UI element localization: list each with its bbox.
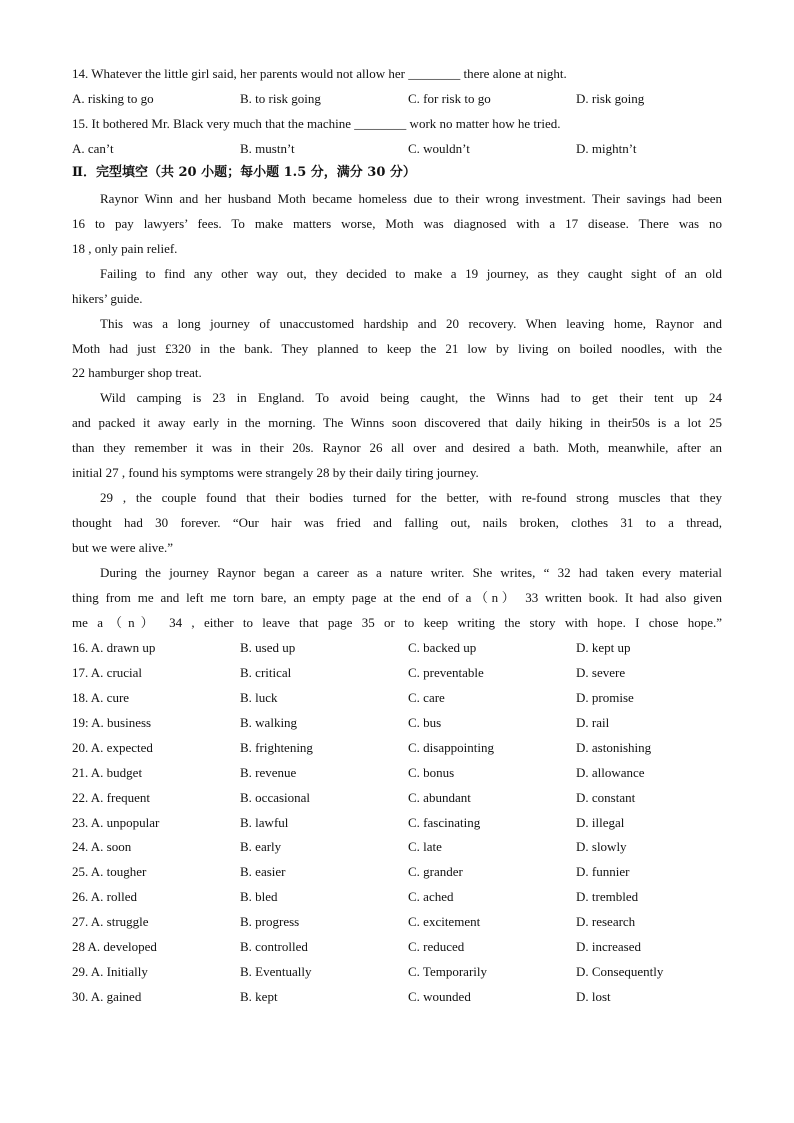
passage-line: 22 hamburger shop treat. (72, 365, 202, 380)
q28-option-c: C. reduced (408, 939, 465, 954)
q17-option-c: C. preventable (408, 665, 484, 680)
q24-option-a: 24. A. soon (72, 839, 132, 854)
q26-option-b: B. bled (240, 889, 278, 904)
q21-option-c: C. bonus (408, 765, 455, 780)
q19-option-a: 19: A. business (72, 715, 152, 730)
q20-option-a: 20. A. expected (72, 740, 153, 755)
q20-option-b: B. frightening (240, 740, 313, 755)
q29-option-a: 29. A. Initially (72, 964, 148, 979)
passage-line: thing from me and left me torn bare, an empty page at the end of a（n） 33 written book. It had also given (72, 590, 722, 605)
q28-option-d: D. increased (576, 939, 641, 954)
passage-line: 16 to pay lawyers’ fees. To make matters worse, Moth was diagnosed with a 17 disease. There was no (72, 216, 722, 231)
q30-option-b: B. kept (240, 989, 278, 1004)
q17-option-d: D. severe (576, 665, 626, 680)
q21-option-d: D. allowance (576, 765, 645, 780)
passage-line: 29 , the couple found that their bodies turned for the better, with re-found strong muscles that they (100, 490, 722, 505)
q15-option-d: D. mightn’t (576, 141, 637, 156)
q20-option-d: D. astonishing (576, 740, 652, 755)
q22-option-c: C. abundant (408, 790, 471, 805)
q23-option-d: D. illegal (576, 815, 625, 830)
q25-option-b: B. easier (240, 864, 286, 879)
q26-option-c: C. ached (408, 889, 454, 904)
q21-option-b: B. revenue (240, 765, 297, 780)
q18-option-c: C. care (408, 690, 445, 705)
passage-line: thought had 30 forever. “Our hair was fried and falling out, nails broken, clothes 31 to a thread, (72, 515, 722, 530)
q15-option-b: B. mustn’t (240, 141, 295, 156)
q23-option-c: C. fascinating (408, 815, 481, 830)
q19-option-d: D. rail (576, 715, 610, 730)
q14-option-b: B. to risk going (240, 91, 321, 106)
passage-line: me a（n） 34 , either to leave that page 35 or to keep writing the story with hope. I chose hope.” (72, 615, 722, 630)
q25-option-c: C. grander (408, 864, 463, 879)
q27-option-a: 27. A. struggle (72, 914, 149, 929)
q17-option-a: 17. A. crucial (72, 665, 143, 680)
q24-option-d: D. slowly (576, 839, 627, 854)
q30-option-a: 30. A. gained (72, 989, 142, 1004)
passage-line: initial 27 , found his symptoms were strangely 28 by their daily tiring journey. (72, 465, 479, 480)
q23-option-b: B. lawful (240, 815, 289, 830)
q27-option-d: D. research (576, 914, 636, 929)
q22-option-d: D. constant (576, 790, 636, 805)
q22-option-a: 22. A. frequent (72, 790, 150, 805)
question-15-stem: 15. It bothered Mr. Black very much that the machine ________ work no matter how he tried. (72, 116, 561, 131)
passage-line: Raynor Winn and her husband Moth became homeless due to their wrong investment. Their savings had been (100, 191, 722, 206)
q30-option-c: C. wounded (408, 989, 471, 1004)
q14-option-c: C. for risk to go (408, 91, 491, 106)
q29-option-c: C. Temporarily (408, 964, 488, 979)
passage-line: Wild camping is 23 in England. To avoid being caught, the Winns had to get their tent up 24 (100, 390, 722, 405)
passage-line: 18 , only pain relief. (72, 241, 178, 256)
q22-option-b: B. occasional (240, 790, 311, 805)
q27-option-b: B. progress (240, 914, 300, 929)
passage-line: Failing to find any other way out, they decided to make a 19 journey, as they caught sight of an old (100, 266, 722, 281)
q16-option-a: 16. A. drawn up (72, 640, 156, 655)
q19-option-c: C. bus (408, 715, 442, 730)
q26-option-d: D. trembled (576, 889, 639, 904)
section-title: Ⅱ．完型填空（共 20 小题；每小题 1.5 分，满分 30 分） (72, 165, 416, 180)
passage-line: This was a long journey of unaccustomed hardship and 20 recovery. When leaving home, Raynor and (100, 316, 722, 331)
q16-option-c: C. backed up (408, 640, 477, 655)
q23-option-a: 23. A. unpopular (72, 815, 160, 830)
q28-option-a: 28 A. developed (72, 939, 157, 954)
q18-option-a: 18. A. cure (72, 690, 130, 705)
q27-option-c: C. excitement (408, 914, 481, 929)
q18-option-b: B. luck (240, 690, 278, 705)
q29-option-d: D. Consequently (576, 964, 664, 979)
q26-option-a: 26. A. rolled (72, 889, 137, 904)
q24-option-b: B. early (240, 839, 282, 854)
q18-option-d: D. promise (576, 690, 634, 705)
q17-option-b: B. critical (240, 665, 292, 680)
q19-option-b: B. walking (240, 715, 298, 730)
q28-option-b: B. controlled (240, 939, 308, 954)
passage-line: During the journey Raynor began a career as a nature writer. She writes, “ 32 had taken every material (100, 565, 722, 580)
q15-option-c: C. wouldn’t (408, 141, 470, 156)
q15-option-a: A. can’t (72, 141, 114, 156)
q14-option-d: D. risk going (576, 91, 645, 106)
q21-option-a: 21. A. budget (72, 765, 143, 780)
q30-option-d: D. lost (576, 989, 611, 1004)
q14-option-a: A. risking to go (72, 91, 154, 106)
passage-line: and packed it away early in the morning. The Winns soon discovered that daily hiking in their50s is a lot 25 (72, 415, 722, 430)
q29-option-b: B. Eventually (240, 964, 312, 979)
passage-line: Moth had just £320 in the bank. They planned to keep the 21 low by living on boiled noodles, with the (72, 341, 722, 356)
q25-option-a: 25. A. tougher (72, 864, 147, 879)
passage-line: hikers’ guide. (72, 291, 143, 306)
q25-option-d: D. funnier (576, 864, 630, 879)
passage-line: than they remember it was in their 20s. Raynor 26 all over and desired a bath. Moth, meanwhile, after an (72, 440, 722, 455)
q20-option-c: C. disappointing (408, 740, 494, 755)
q16-option-b: B. used up (240, 640, 296, 655)
q24-option-c: C. late (408, 839, 442, 854)
question-14-stem: 14. Whatever the little girl said, her parents would not allow her ________ there alone at night. (72, 66, 567, 81)
passage-line: but we were alive.” (72, 540, 174, 555)
q16-option-d: D. kept up (576, 640, 631, 655)
